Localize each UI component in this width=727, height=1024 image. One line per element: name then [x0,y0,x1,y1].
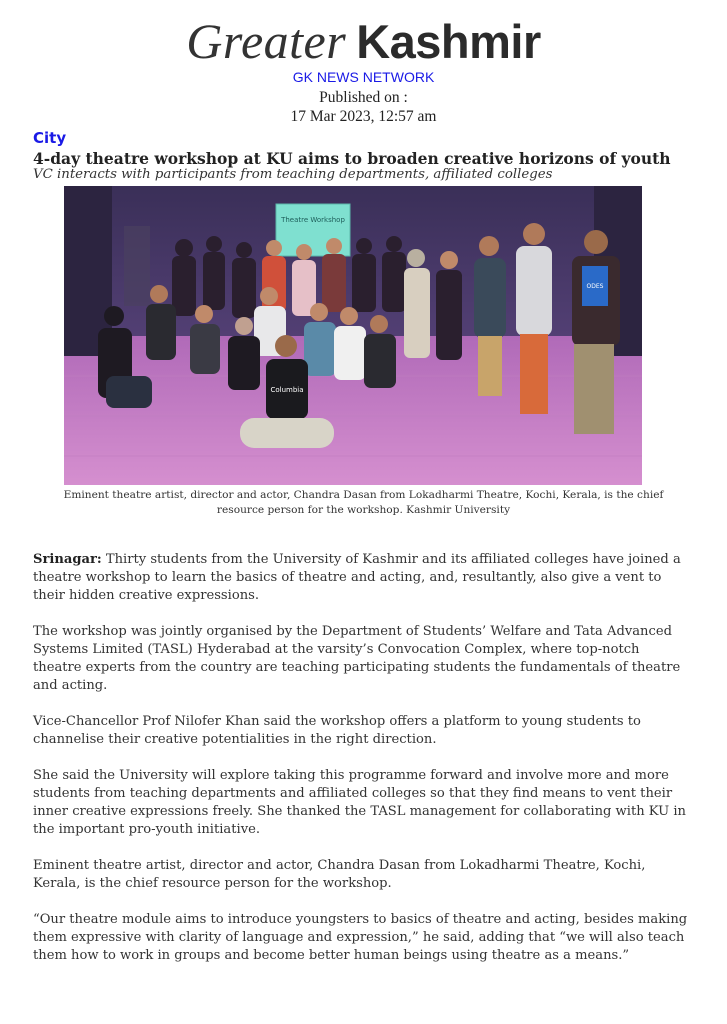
logo-kashmir: Kashmir [356,15,541,68]
shirt-logo-text: Columbia [270,386,304,394]
article-photo [64,186,642,485]
dateline: Srinagar: [33,552,102,567]
article-paragraph-5: Eminent theatre artist, director and actor, Chandra Dasan from Lokadharmi Theatre, Kochi, Kerala, is the chief resource person for the workshop. [33,858,646,891]
article-body [33,551,688,983]
workshop-group-photo [64,186,642,485]
article-paragraph-1 [33,551,688,605]
logo-greater: Greater [186,13,347,69]
published-label: Published on : [319,89,408,106]
shirt-print-text: ODES [586,283,604,290]
paragraph-1-text: Thirty students from the University of Kashmir and its affiliated colleges have joined a theatre workshop to learn the basics of theatre and acting, and, resultantly, also give a vent to their hidden creative expressions. [33,552,681,603]
category-link[interactable]: City [33,129,67,147]
news-network-byline: GK NEWS NETWORK [292,69,435,85]
article-paragraph-6: “Our theatre module aims to introduce youngsters to basics of theatre and acting, besides making them expressive with clarity of language and expression,” he said, adding that “we will also teach them how to work in groups and become better human beings using theatre as a means.” [33,912,688,963]
article-paragraph-4: She said the University will explore taking this programme forward and involve more and more students from teaching departments and affiliated colleges so that they find means to vent their inner creative expressions freely. She thanked the TASL management for collaborating with KU in the important pro-youth initiative. [33,768,686,837]
article-paragraph-2: The workshop was jointly organised by the Department of Students’ Welfare and Tata Advanced Systems Limited (TASL) Hyderabad at the varsity’s Convocation Complex, where top-notch theatre experts from the country are teaching participating students the fundamentals of theatre and acting. [33,624,681,693]
article-paragraph-3: Vice-Chancellor Prof Nilofer Khan said the workshop offers a platform to young students to channelise their creative potentialities in the right direction. [33,714,641,747]
published-date: 17 Mar 2023, 12:57 am [290,108,437,125]
article-subheadline: VC interacts with participants from teaching departments, affiliated colleges [33,167,553,182]
article-headline: 4-day theatre workshop at KU aims to broaden creative horizons of youth [33,149,671,168]
photo-caption: Eminent theatre artist, director and actor, Chandra Dasan from Lokadharmi Theatre, Kochi, Kerala, is the chief resource person for the workshop. Kashmir University [63,489,664,516]
banner-text: Theatre Workshop [281,216,345,224]
masthead-logo[interactable] [0,12,727,68]
